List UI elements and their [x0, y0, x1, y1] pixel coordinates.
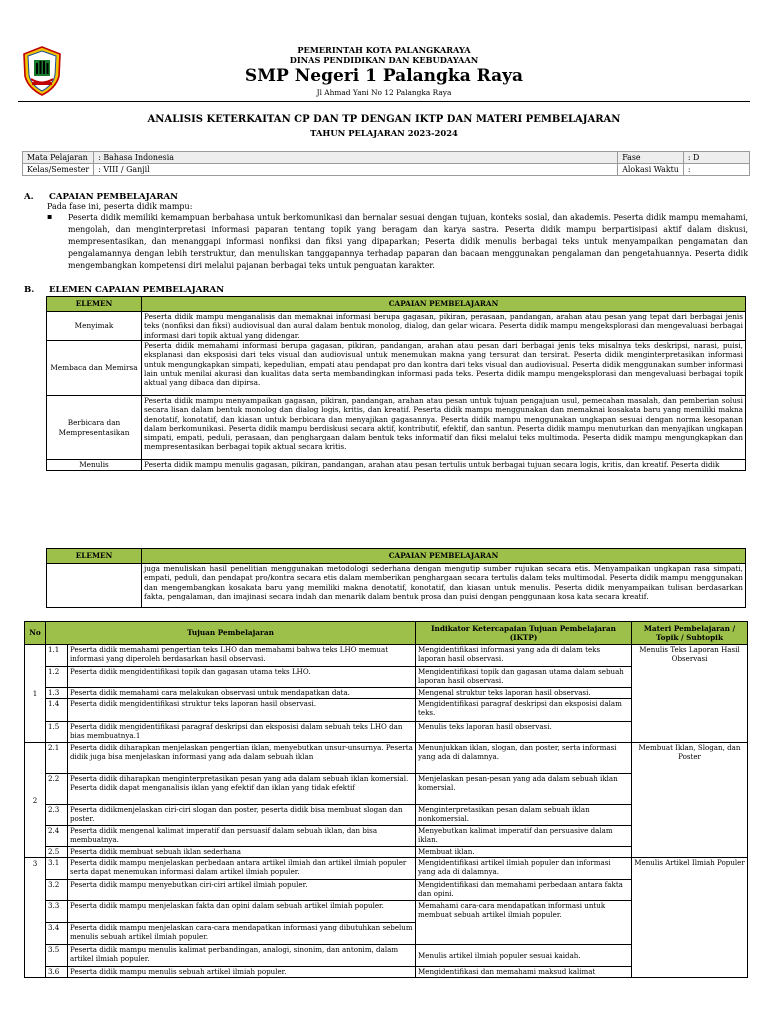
school-name: SMP Negeri 1 Palangka Raya — [244, 66, 524, 86]
iktp-cell: Memahami cara-cara mendapatkan informasi untuk membuat sebuah artikel ilmiah populer. — [416, 901, 632, 945]
elemen-cell — [47, 564, 142, 608]
tp-cell: Peserta didik memahami cara melakukan observasi untuk mendapatkan data. — [68, 688, 416, 699]
kelas-label: Kelas/Semester — [23, 164, 94, 176]
alokasi-label: Alokasi Waktu — [618, 164, 684, 176]
iktp-cell: Menulis artikel ilmiah populer sesuai kaidah. — [416, 945, 632, 967]
document-title: ANALISIS KETERKAITAN CP DAN TP DENGAN IKTP DAN MATERI PEMBELAJARAN — [147, 114, 621, 125]
col-tp-header: Tujuan Pembelajaran — [46, 622, 416, 645]
iktp-cell: Membuat iklan. — [416, 847, 632, 858]
col-elemen-header: ELEMEN — [47, 549, 142, 564]
col-elemen-header: ELEMEN — [47, 297, 142, 312]
materi-cell: Menulis Artikel Ilmiah Populer — [632, 858, 748, 978]
fase-label: Fase — [618, 152, 684, 164]
section-b-title: ELEMEN CAPAIAN PEMBELAJARAN — [49, 285, 225, 295]
table-row — [47, 312, 746, 341]
materi-cell: Menulis Teks Laporan Hasil Observasi — [632, 645, 748, 743]
tp-cell: Peserta didik mampu menyebutkan ciri-ciri artikel ilmiah populer. — [68, 880, 416, 901]
iktp-cell: Mengidentifikasi dan memahami perbedaan antara fakta dan opini. — [416, 880, 632, 901]
col-cp-header: CAPAIAN PEMBELAJARAN — [142, 297, 746, 312]
cp-continuation-table — [46, 548, 746, 608]
cp-cell: Peserta didik mampu menyampaikan gagasan, pikiran, pandangan, arahan atau pesan untuk tujuan pengajuan usul, pemecahan masalah, dan pemberian solusi secara lisan dalam bentuk monolog dan dialog logis, kritis, dan kreatif. Peserta didik mampu menggunakan dan memaknai kosakata baru yang memiliki makna denotatif, konotatif, dan kiasan untuk berbicara dan menyajikan gagasannya. Peserta didik mampu menggunakan ungkapan sesuai dengan norma kesopanan dalam berkomunikasi. Peserta didik mampu berdiskusi secara aktif, kontributif, efektif, dan santun. Peserta didik mampu menuturkan dan menyajikan ungkapan simpati, empati, peduli, perasaan, dan penghargaan dalam bentuk teks informatif dan fiksi melalui teks multimoda. Peserta didik mampu mengungkapkan dan mempresentasikan berbagai topik aktual secara kritis. — [142, 396, 746, 460]
elemen-cell: Menulis — [47, 460, 142, 471]
letterhead — [0, 40, 768, 100]
iktp-cell: Menjelaskan pesan-pesan yang ada dalam sebuah iklan komersial. — [416, 774, 632, 805]
mapel-value: : Bahasa Indonesia — [94, 152, 618, 164]
tp-cell: Peserta didik mengidentifikasi struktur teks laporan hasil observasi. — [68, 699, 416, 722]
header-line-1: PEMERINTAH KOTA PALANGKARAYA — [297, 45, 471, 55]
tp-cell: Peserta didik mampu menjelaskan fakta dan opini dalam sebuah artikel ilmiah populer. — [68, 901, 416, 923]
tp-number: 1.5 — [46, 722, 68, 743]
section-a-body: Peserta didik memiliki kemampuan berbahasa untuk berkomunikasi dan bernalar sesuai dengan tujuan, konteks sosial, dan akademis. Peserta didik mampu memahami, mengolah, dan menginterpretasi informasi paparan tentang topik yang beragam dan karya sastra. Peserta didik mampu berpartisipasi aktif dalam diskusi, mempresentasikan, dan menanggapi informasi nonfiksi dan fiksi yang dipaparkan; Peserta didik menulis berbagai teks untuk menyampaikan pengamatan dan pengalamannya dengan lebih terstruktur, dan menuliskan tanggapannya terhadap paparan dan bacaan menggunakan pengalaman dan pengetahuannya. Peserta didik mengembangkan kompetensi diri melalui pajanan berbagai teks untuk penguatan karakter. — [68, 213, 748, 271]
group-number: 1 — [25, 645, 46, 743]
tp-cell: Peserta didik mampu menjelaskan cara-cara mendapatkan informasi yang dibutuhkan sebelum menulis sebuah artikel ilmiah populer. — [68, 923, 416, 945]
tp-number: 1.3 — [46, 688, 68, 699]
tp-cell: Peserta didik mampu menulis kalimat perbandingan, analogi, sinonim, dan antonim, dalam artikel ilmiah populer. — [68, 945, 416, 967]
tp-number: 3.2 — [46, 880, 68, 901]
iktp-cell: Mengenal struktur teks laporan hasil observasi. — [416, 688, 632, 699]
table-row — [47, 341, 746, 396]
tp-number: 3.4 — [46, 923, 68, 945]
iktp-cell: Menulis teks laporan hasil observasi. — [416, 722, 632, 743]
section-a-title: CAPAIAN PEMBELAJARAN — [49, 192, 178, 202]
tp-cell: Peserta didik mampu menjelaskan perbedaan antara artikel ilmiah dan artikel ilmiah populer serta dapat menemukan informasi dalam artikel ilmiah populer. — [68, 858, 416, 880]
tp-cell: Peserta didik mengenal kalimat imperatif dan persuasif dalam sebuah iklan, dan bisa membuatnya. — [68, 826, 416, 847]
col-cp-header: CAPAIAN PEMBELAJARAN — [142, 549, 746, 564]
iktp-cell: Mengidentifikasi topik dan gagasan utama dalam sebuah laporan hasil observasi. — [416, 667, 632, 688]
cp-elements-table — [46, 296, 746, 471]
tp-number: 3.1 — [46, 858, 68, 880]
tp-cell: Peserta didik diharapkan menginterpretasikan pesan yang ada dalam sebuah iklan komersial. Peserta didik dapat menganalisis iklan yang efektif dan iklan yang tidak efektif — [68, 774, 416, 805]
tp-number: 1.4 — [46, 699, 68, 722]
section-a-letter: A. — [24, 192, 34, 202]
tp-number: 3.3 — [46, 901, 68, 923]
table-row — [47, 396, 746, 460]
tp-number: 2.4 — [46, 826, 68, 847]
iktp-cell: Mengidentifikasi artikel ilmiah populer dan informasi yang ada di dalamnya. — [416, 858, 632, 880]
tp-number: 1.1 — [46, 645, 68, 667]
cp-cell: Peserta didik mampu menganalisis dan memaknai informasi berupa gagasan, pikiran, perasaan, pandangan, arahan atau pesan yang tepat dari berbagai jenis teks (nonfiksi dan fiksi) audiovisual dan aural dalam bentuk monolog, dialog, dan gelar wicara. Peserta didik mampu mengeksplorasi dan mengevaluasi berbagai informasi dari topik aktual yang didengar. — [142, 312, 746, 341]
tp-number: 2.1 — [46, 743, 68, 774]
iktp-cell: Mengidentifikasi dan memahami maksud kalimat — [416, 967, 632, 978]
table-row — [47, 460, 746, 471]
table-header-row — [25, 622, 748, 645]
materi-cell: Membuat Iklan, Slogan, dan Poster — [632, 743, 748, 858]
tp-number: 2.5 — [46, 847, 68, 858]
tp-cell: Peserta didik diharapkan menjelaskan pengertian iklan, menyebutkan unsur-unsurnya. Peserta didik juga bisa menjelaskan informasi yang ada dalam sebuah iklan — [68, 743, 416, 774]
tp-number: 3.5 — [46, 945, 68, 967]
subject-info-table — [22, 151, 750, 176]
header-divider — [18, 101, 750, 102]
info-row — [23, 152, 750, 164]
iktp-cell: Mengidentifikasi informasi yang ada di dalam teks laporan hasil observasi. — [416, 645, 632, 667]
tp-number: 1.2 — [46, 667, 68, 688]
elemen-cell: Menyimak — [47, 312, 142, 341]
tp-cell: Peserta didik mengidentifikasi topik dan gagasan utama teks LHO. — [68, 667, 416, 688]
section-b-letter: B. — [24, 285, 35, 295]
table-header-row — [47, 549, 746, 564]
table-header-row — [47, 297, 746, 312]
fase-value: : D — [683, 152, 749, 164]
iktp-cell: Menyebutkan kalimat imperatif dan persuasive dalam iklan. — [416, 826, 632, 847]
tp-cell: Peserta didik mengidentifikasi paragraf deskripsi dan eksposisi dalam sebuah teks LHO dan bias membuatnya.1 — [68, 722, 416, 743]
iktp-cell: Menginterpretasikan pesan dalam sebuah iklan nonkomersial. — [416, 805, 632, 826]
cp-cell: Peserta didik mampu menulis gagasan, pikiran, pandangan, arahan atau pesan tertulis untuk berbagai tujuan secara logis, kritis, dan kreatif. Peserta didik — [142, 460, 746, 471]
table-row — [25, 645, 748, 667]
tp-cell: Peserta didik mampu menulis sebuah artikel ilmiah populer. — [68, 967, 416, 978]
tp-number: 3.6 — [46, 967, 68, 978]
table-row — [25, 743, 748, 774]
group-number: 2 — [25, 743, 46, 858]
header-line-2: DINAS PENDIDIKAN DAN KEBUDAYAAN — [289, 55, 479, 65]
tp-iktp-table — [24, 621, 748, 978]
alokasi-value: : — [683, 164, 749, 176]
elemen-cell: Berbicara dan Mempresentasikan — [47, 396, 142, 460]
tp-cell: Peserta didikmenjelaskan ciri-ciri slogan dan poster, peserta didik bisa membuat slogan dan poster. — [68, 805, 416, 826]
group-number: 3 — [25, 858, 46, 978]
bullet-icon: ▪ — [47, 212, 53, 221]
table-row — [47, 564, 746, 608]
school-address: Jl Ahmad Yani No 12 Palangka Raya — [316, 88, 452, 97]
tp-cell: Peserta didik membuat sebuah iklan sederhana — [68, 847, 416, 858]
col-materi-header: Materi Pembelajaran / Topik / Subtopik — [632, 622, 748, 645]
info-row — [23, 164, 750, 176]
col-iktp-header: Indikator Ketercapaian Tujuan Pembelajaran (IKTP) — [416, 622, 632, 645]
cp-cell: juga menuliskan hasil penelitian menggunakan metodologi sederhana dengan mengutip sumber rujukan secara etis. Menyampaikan ungkapan rasa simpati, empati, peduli, dan pendapat pro/kontra secara etis dalam memberikan penghargaan secara tertulis dalam teks multimodal. Peserta didik mampu menggunakan dan mengembangkan kosakata baru yang memiliki makna denotatif, konotatif, dan kiasan untuk menulis. Peserta didik menyampaikan tulisan berdasarkan fakta, pengalaman, dan imajinasi secara indah dan menarik dalam bentuk prosa dan puisi dengan penggunaan kosa kata secara kreatif. — [142, 564, 746, 608]
iktp-cell: Menunjukkan iklan, slogan, dan poster, serta informasi yang ada di dalamnya. — [416, 743, 632, 774]
cp-cell: Peserta didik memahami informasi berupa gagasan, pikiran, pandangan, arahan atau pesan dari berbagai jenis teks misalnya teks deskripsi, narasi, puisi, eksplanasi dan eksposisi dari teks visual dan audiovisual untuk menemukan makna yang tersurat dan tersirat. Peserta didik menginterpretasikan informasi untuk mengungkapkan simpati, kepedulian, empati atau pendapat pro dan kontra dari teks visual dan audiovisual. Peserta didik menggunakan sumber informasi lain untuk menilai akurasi dan kualitas data serta membandingkan informasi pada teks. Peserta didik mampu mengeksplorasi dan mengevaluasi berbagai topik aktual yang dibaca dan dipirsa. — [142, 341, 746, 396]
kelas-value: : VIII / Ganjil — [94, 164, 618, 176]
tp-number: 2.2 — [46, 774, 68, 805]
academic-year: TAHUN PELAJARAN 2023-2024 — [310, 128, 458, 138]
section-a-intro: Pada fase ini, peserta didik mampu: — [47, 202, 193, 211]
elemen-cell: Membaca dan Memirsa — [47, 341, 142, 396]
mapel-label: Mata Pelajaran — [23, 152, 94, 164]
col-no-header: No — [25, 622, 46, 645]
tp-number: 2.3 — [46, 805, 68, 826]
tp-cell: Peserta didik memahami pengertian teks LHO dan memahami bahwa teks LHO memuat informasi yang diperoleh berdasarkan hasil observasi. — [68, 645, 416, 667]
table-row — [25, 858, 748, 880]
iktp-cell: Mengidentifikasi paragraf deskripsi dan eksposisi dalam teks. — [416, 699, 632, 722]
